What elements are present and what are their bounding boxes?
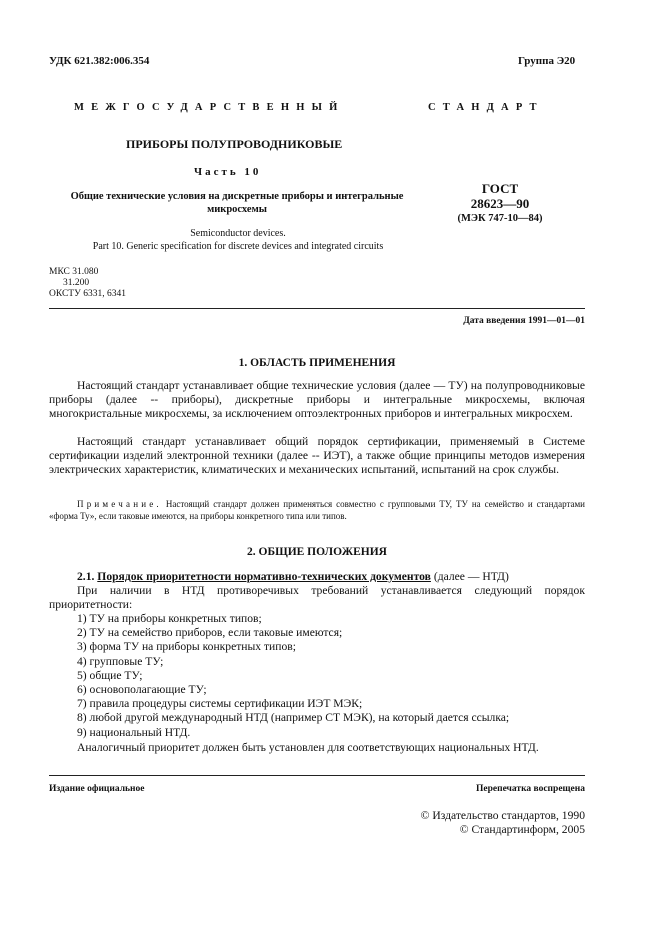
document-part: Часть 10 <box>194 166 262 178</box>
list-item: 4) групповые ТУ; <box>77 654 164 668</box>
note-label: Примечание. <box>77 499 162 509</box>
classification-codes <box>49 267 126 300</box>
mks-code-2: 31.200 <box>63 278 90 288</box>
iec-reference: (МЭК 747-10—84) <box>457 213 543 224</box>
section-1-note <box>49 499 585 522</box>
note-text: Настоящий стандарт должен применяться совместно с групповыми ТУ, ТУ на семейство и стандартами «форма Ту», если таковые имеются, на приборы конкретного типа или типов. <box>49 499 585 521</box>
list-item: 1) ТУ на приборы конкретных типов; <box>77 612 262 625</box>
top-divider <box>49 308 585 309</box>
english-title-line-2: Part 10. Generic specification for discrete devices and integrated circuits <box>92 240 384 252</box>
list-item: 7) правила процедуры системы сертификации ИЭТ МЭК; <box>77 697 363 711</box>
clause-tail: (далее — НТД) <box>433 570 509 583</box>
clause-number: 2.1. <box>77 570 95 583</box>
section-1-paragraph-1: Настоящий стандарт устанавливает общие технические условия (далее — ТУ) на полупроводниковые приборы (далее -- приборы), дискретные приборы и интегральные микросхемы, включая многокристальные микросхемы, за исключением оптоэлектронных приборов и интегральных микросхем. <box>49 379 585 420</box>
copyright-line-2: © Стандартинформ, 2005 <box>459 823 585 836</box>
list-item: 9) национальный НТД. <box>77 725 191 739</box>
subtitle-line-1: Общие технические условия на дискретные приборы и интегральные <box>70 191 404 202</box>
list-item: 3) форма ТУ на приборы конкретных типов; <box>77 640 296 654</box>
standard-type-standard: СТАНДАРТ <box>428 102 544 113</box>
document-subtitle <box>50 190 424 216</box>
standard-type-interstate: МЕЖГОСУДАРСТВЕННЫЙ <box>74 102 345 113</box>
gost-label: ГОСТ <box>481 181 519 196</box>
official-edition: Издание официальное <box>49 784 145 794</box>
mks-code-1: МКС 31.080 <box>49 267 99 277</box>
okstu-code: ОКСТУ 6331, 6341 <box>49 289 126 299</box>
clause-title: Порядок приоритетности нормативно-технических документов <box>97 570 431 583</box>
reprint-prohibited: Перепечатка воспрещена <box>475 784 585 794</box>
copyright-line-1: © Издательство стандартов, 1990 <box>420 809 585 822</box>
english-title-line-1: Semiconductor devices. <box>190 228 286 239</box>
gost-number: 28623—90 <box>470 196 530 211</box>
section-2-heading: 2. ОБЩИЕ ПОЛОЖЕНИЯ <box>247 546 387 558</box>
section-1-paragraph-2: Настоящий стандарт устанавливает общий порядок сертификации, применяемый в Системе сертификации изделий электронной техники (далее -- ИЭТ), а также общие принципы методов измерения электрических характеристик, климатических и механических испытаний, испытаний на срок службы. <box>49 435 585 476</box>
introduction-date: Дата введения 1991—01—01 <box>463 316 585 326</box>
footer-divider <box>49 775 585 776</box>
list-item: 6) основополагающие ТУ; <box>77 683 207 697</box>
list-item: 2) ТУ на семейство приборов, если таковые имеются; <box>77 626 343 640</box>
list-item: 8) любой другой международный НТД (например СТ МЭК), на который дается ссылка; <box>77 711 510 725</box>
clause-2-1-intro: При наличии в НТД противоречивых требований устанавливается следующий порядок приоритетности: <box>49 584 585 611</box>
subtitle-line-2: микросхемы <box>207 204 267 215</box>
priority-list <box>77 612 509 740</box>
gost-block <box>440 181 560 226</box>
section-1-heading: 1. ОБЛАСТЬ ПРИМЕНЕНИЯ <box>238 357 396 369</box>
udk-code: УДК 621.382:006.354 <box>49 55 150 67</box>
clause-2-1-title <box>77 570 509 584</box>
document-title: ПРИБОРЫ ПОЛУПРОВОДНИКОВЫЕ <box>126 137 343 151</box>
group-code: Группа Э20 <box>518 55 576 67</box>
english-title <box>50 228 426 253</box>
list-item: 5) общие ТУ; <box>77 668 143 682</box>
closing-statement: Аналогичный приоритет должен быть установлен для соответствующих национальных НТД. <box>77 741 539 754</box>
copyright-block <box>421 809 585 837</box>
